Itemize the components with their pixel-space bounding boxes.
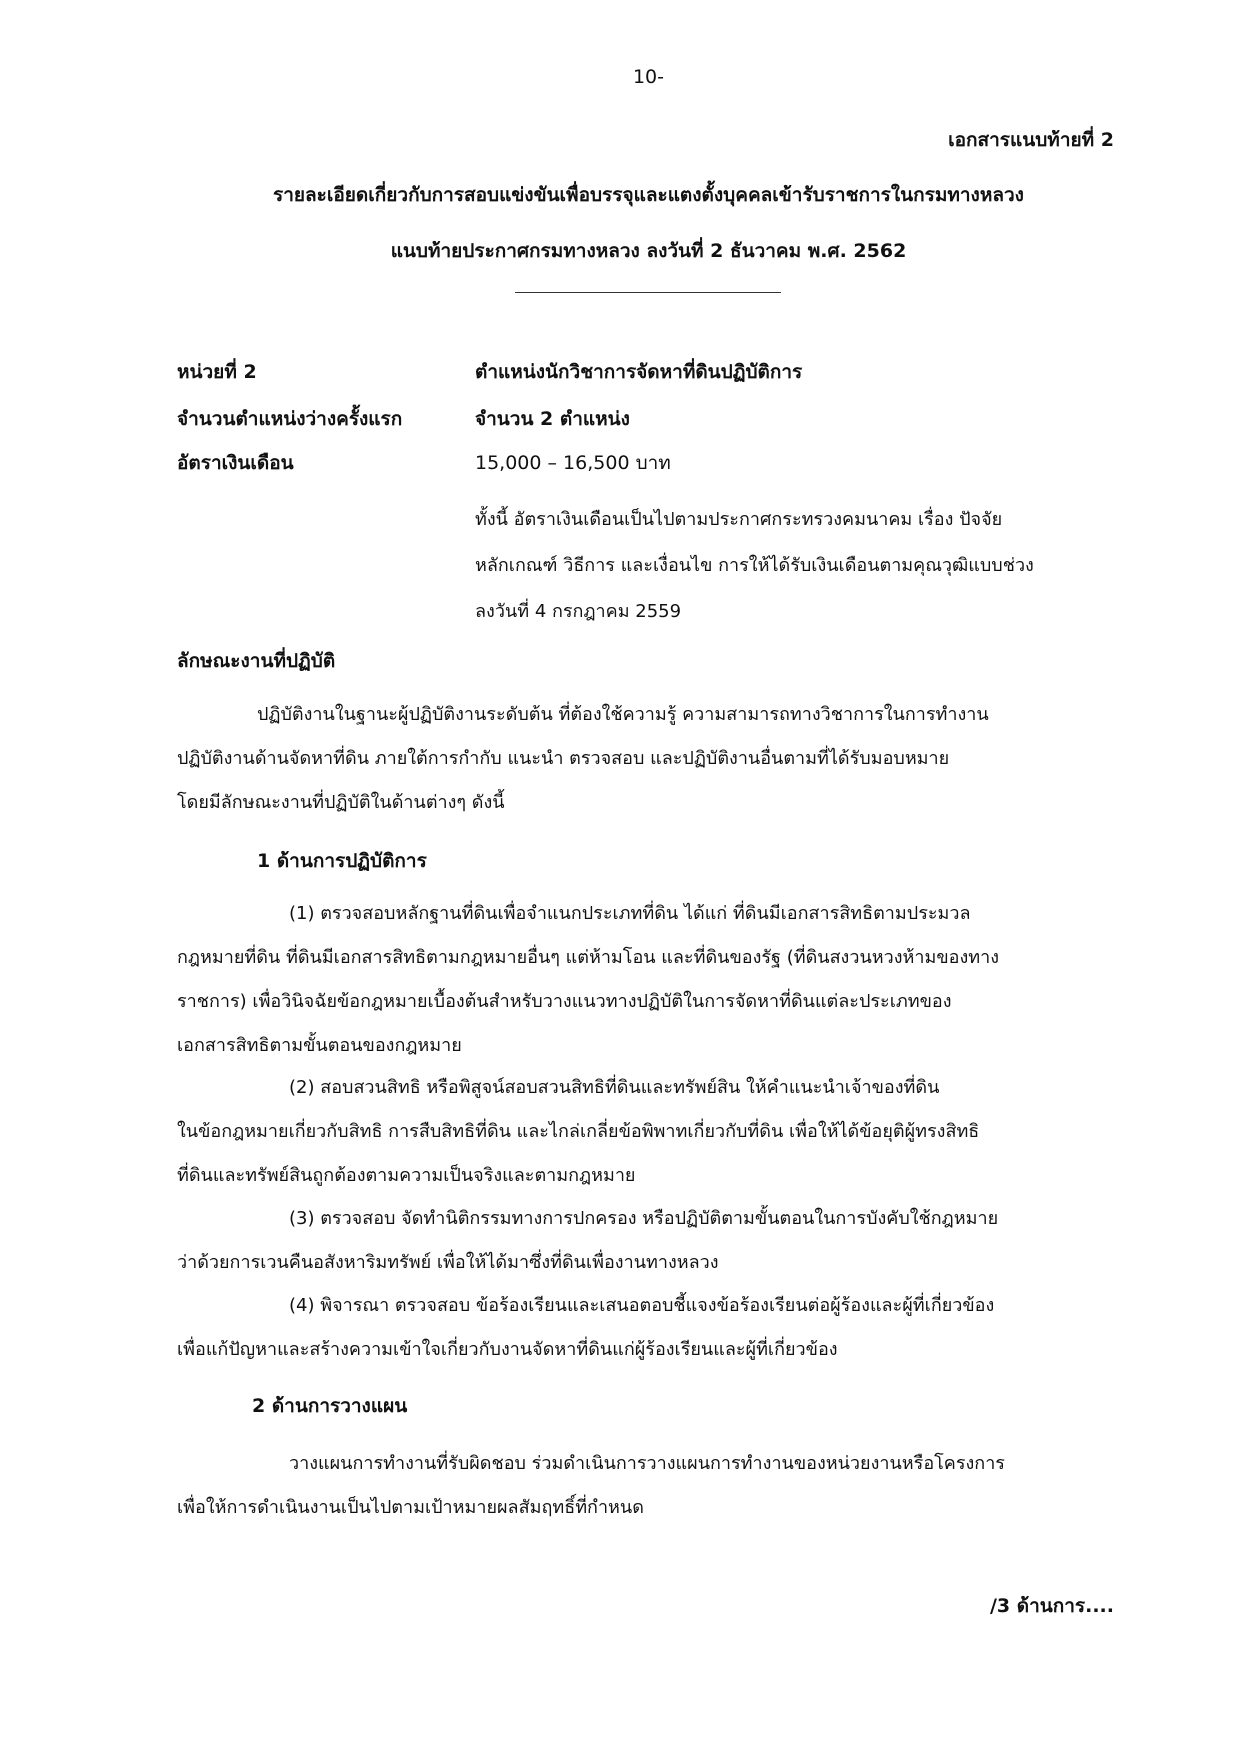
paragraph-line: (3) ตรวจสอบ จัดทำนิติกรรมทางการปกครอง หรือปฏิบัติตามขั้นตอนในการบังคับใช้กฎหมาย — [289, 1208, 999, 1229]
salary-note-line: ทั้งนี้ อัตราเงินเดือนเป็นไปตามประกาศกระทรวงคมนาคม เรื่อง ปัจจัย — [475, 509, 1003, 530]
paragraph-line: เพื่อแก้ปัญหาและสร้างความเข้าใจเกี่ยวกับงานจัดหาที่ดินแก่ผู้ร้องเรียนและผู้ที่เกี่ยวข้อง — [177, 1339, 838, 1360]
paragraph-line: ว่าด้วยการเวนคืนอสังหาริมทรัพย์ เพื่อให้ได้มาซึ่งที่ดินเพื่องานทางหลวง — [177, 1252, 719, 1273]
item-4-paragraph — [177, 1284, 1122, 1372]
item-3-paragraph — [177, 1197, 1122, 1285]
paragraph-line: ในข้อกฎหมายเกี่ยวกับสิทธิ การสืบสิทธิที่ดิน และไกล่เกลี่ยข้อพิพาทเกี่ยวกับที่ดิน เพื่อให้ได้ข้อยุติผู้ทรงสิทธิ — [177, 1121, 980, 1142]
unit-value: ตำแหน่งนักวิชาการจัดหาที่ดินปฏิบัติการ — [475, 361, 803, 383]
item-1-paragraph — [177, 892, 1122, 1068]
salary-value: 15,000 – 16,500 บาท — [475, 452, 671, 474]
salary-label: อัตราเงินเดือน — [177, 452, 294, 474]
intro-paragraph — [177, 693, 1122, 825]
paragraph-line: วางแผนการทำงานที่รับผิดชอบ ร่วมดำเนินการวางแผนการทำงานของหน่วยงานหรือโครงการ — [289, 1453, 1005, 1474]
document-subtitle: แนบท้ายประกาศกรมทางหลวง ลงวันที่ 2 ธันวาคม พ.ศ. 2562 — [390, 240, 907, 262]
paragraph-line: เพื่อให้การดำเนินงานเป็นไปตามเป้าหมายผลสัมฤทธิ์ที่กำหนด — [177, 1497, 644, 1518]
page-number: 10- — [632, 66, 665, 88]
paragraph-line: (2) สอบสวนสิทธิ หรือพิสูจน์สอบสวนสิทธิที่ดินและทรัพย์สิน ให้คำแนะนำเจ้าของที่ดิน — [289, 1077, 940, 1098]
job-characteristics-heading: ลักษณะงานที่ปฏิบัติ — [177, 650, 336, 672]
paragraph-line: ราชการ) เพื่อวินิจฉัยข้อกฎหมายเบื้องต้นสำหรับวางแนวทางปฏิบัติในการจัดหาที่ดินแต่ละประเภทของ — [177, 991, 952, 1012]
paragraph-line: (1) ตรวจสอบหลักฐานที่ดินเพื่อจำแนกประเภทที่ดิน ได้แก่ ที่ดินมีเอกสารสิทธิตามประมวล — [289, 903, 971, 924]
paragraph-line: โดยมีลักษณะงานที่ปฏิบัติในด้านต่างๆ ดังนี้ — [177, 792, 505, 813]
salary-note-line: ลงวันที่ 4 กรกฎาคม 2559 — [475, 601, 682, 622]
salary-note — [475, 497, 1135, 635]
unit-label: หน่วยที่ 2 — [177, 361, 257, 383]
vacancy-label: จำนวนตำแหน่งว่างครั้งแรก — [177, 408, 403, 430]
appendix-label: เอกสารแนบท้ายที่ 2 — [948, 129, 1114, 151]
title-divider — [515, 292, 781, 293]
salary-note-line: หลักเกณฑ์ วิธีการ และเงื่อนไข การให้ได้รับเงินเดือนตามคุณวุฒิแบบช่วง — [475, 555, 1034, 576]
paragraph-line: (4) พิจารณา ตรวจสอบ ข้อร้องเรียนและเสนอตอบชี้แจงข้อร้องเรียนต่อผู้ร้องและผู้ที่เกี่ยวข้อง — [289, 1295, 995, 1316]
section-1-heading: 1 ด้านการปฏิบัติการ — [257, 850, 427, 872]
document-title: รายละเอียดเกี่ยวกับการสอบแข่งขันเพื่อบรรจุและแตงตั้งบุคคลเข้ารับราชการในกรมทางหลวง — [273, 184, 1024, 206]
section-2-heading: 2 ด้านการวางแผน — [252, 1395, 408, 1417]
paragraph-line: กฎหมายที่ดิน ที่ดินมีเอกสารสิทธิตามกฎหมายอื่นๆ แต่ห้ามโอน และที่ดินของรัฐ (ที่ดินสงวนหวงห้ามของทาง — [177, 947, 1000, 968]
vacancy-value: จำนวน 2 ตำแหน่ง — [475, 408, 630, 430]
paragraph-line: ที่ดินและทรัพย์สินถูกต้องตามความเป็นจริงและตามกฎหมาย — [177, 1165, 636, 1186]
paragraph-line: ปฏิบัติงานด้านจัดหาที่ดิน ภายใต้การกำกับ แนะนำ ตรวจสอบ และปฏิบัติงานอื่นตามที่ได้รับมอบหมาย — [177, 748, 950, 769]
paragraph-line: ปฏิบัติงานในฐานะผู้ปฏิบัติงานระดับต้น ที่ต้องใช้ความรู้ ความสามารถทางวิชาการในการทำงาน — [257, 704, 989, 725]
item-2-paragraph — [177, 1066, 1122, 1198]
paragraph-line: เอกสารสิทธิตามขั้นตอนของกฎหมาย — [177, 1035, 462, 1056]
continuation-reference: /3 ด้านการ.... — [989, 1595, 1114, 1617]
section-2-paragraph — [177, 1442, 1122, 1530]
